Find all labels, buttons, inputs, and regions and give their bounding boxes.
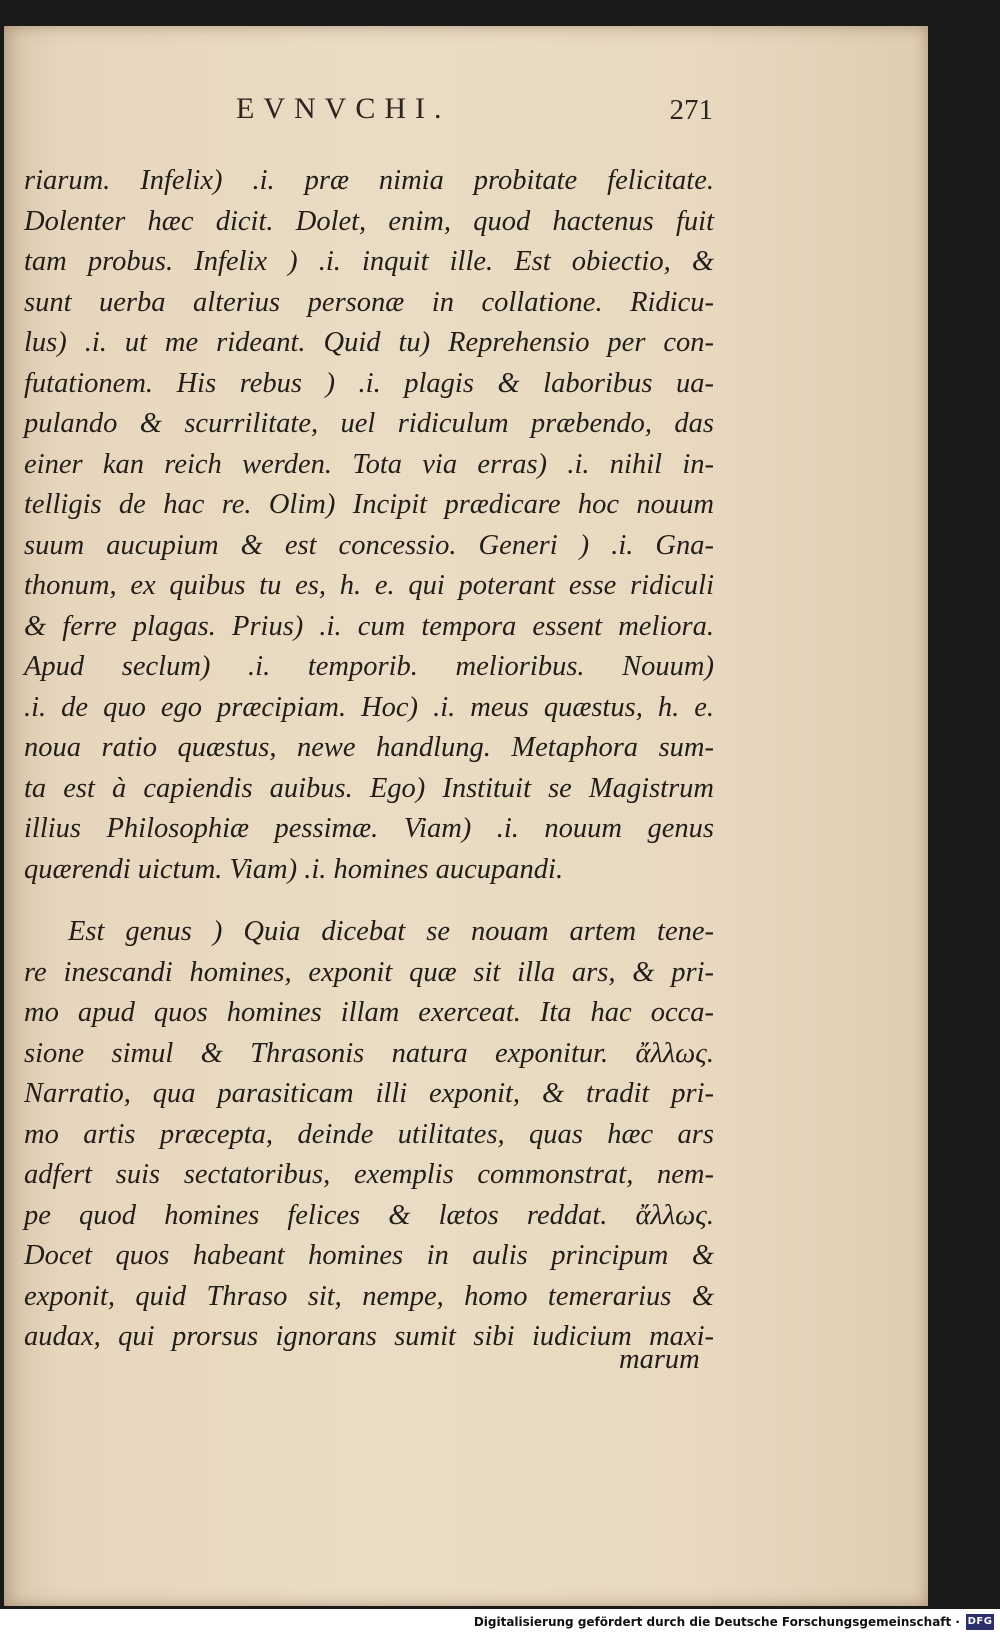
text-line: telligis de hac re. Olim) Incipit prædicare hoc nouum	[24, 489, 714, 520]
running-title: EVNVCHI.	[236, 92, 451, 125]
text-line: pe quod homines felices & lætos reddat. ἄλλως.	[24, 1199, 714, 1231]
text-line: tam probus. Infelix ) .i. inquit ille. Est obiectio, &	[24, 246, 714, 277]
text-line: thonum, ex quibus tu es, h. e. qui poterant esse ridiculi	[24, 570, 714, 601]
text-line: noua ratio quæstus, newe handlung. Metaphora sum-	[24, 732, 714, 763]
text-line: audax, qui prorsus ignorans sumit sibi iudicium maxi-	[24, 1321, 714, 1352]
text-line: mo artis præcepta, deinde utilitates, quas hæc ars	[24, 1118, 714, 1150]
text-line: einer kan reich werden. Tota via erras) .i. nihil in-	[24, 448, 714, 480]
text-line: illius Philosophiæ pessimæ. Viam) .i. nouum genus	[24, 813, 714, 844]
dfg-logo-icon: DFG	[966, 1614, 994, 1630]
text-line: pulando & scurrilitate, uel ridiculum præbendo, das	[24, 408, 714, 439]
text-line: .i. de quo ego præcipiam. Hoc) .i. meus quæstus, h. e.	[24, 691, 714, 723]
footer-credit: Digitalisierung gefördert durch die Deutsche Forschungsgemeinschaft ·	[473, 1615, 960, 1629]
page-number: 271	[669, 94, 713, 126]
text-line: Apud seclum) .i. temporib. melioribus. Nouum)	[24, 651, 714, 682]
book-page	[4, 26, 928, 1606]
commentary-text	[24, 161, 714, 1358]
text-line: exponit, quid Thraso sit, nempe, homo temerarius &	[24, 1280, 714, 1312]
text-line: Dolenter hæc dicit. Dolet, enim, quod hactenus fuit	[24, 205, 714, 237]
text-line: lus) .i. ut me rideant. Quid tu) Reprehensio per con-	[24, 327, 714, 358]
text-line: sione simul & Thrasonis natura exponitur. ἄλλως.	[24, 1037, 714, 1069]
text-line: & ferre plagas. Prius) .i. cum tempora essent meliora.	[24, 610, 714, 642]
text-line: riarum. Infelix) .i. præ nimia probitate felicitate.	[24, 165, 714, 196]
catchword: marum	[619, 1344, 700, 1375]
text-line: Narratio, qua parasiticam illi exponit, & tradit pri-	[24, 1078, 714, 1109]
text-line: quærendi uictum. Viam) .i. homines aucupandi.	[24, 853, 564, 885]
text-line: suum aucupium & est concessio. Generi ) .i. Gna-	[24, 529, 714, 561]
text-line: ta est à capiendis auibus. Ego) Instituit se Magistrum	[24, 772, 714, 804]
text-line: Est genus ) Quia dicebat se nouam artem tene-	[68, 916, 714, 947]
text-line: adfert suis sectatoribus, exemplis commonstrat, nem-	[24, 1159, 714, 1190]
text-line: mo apud quos homines illam exerceat. Ita hac occa-	[24, 997, 714, 1028]
text-line: futationem. His rebus ) .i. plagis & laboribus ua-	[24, 367, 714, 399]
text-line: Docet quos habeant homines in aulis principum &	[24, 1240, 714, 1271]
text-line: re inescandi homines, exponit quæ sit illa ars, & pri-	[24, 956, 714, 988]
running-head	[4, 92, 928, 132]
text-line: sunt uerba alterius personæ in collatione. Ridicu-	[24, 286, 714, 318]
footer-bar	[0, 1609, 1000, 1639]
